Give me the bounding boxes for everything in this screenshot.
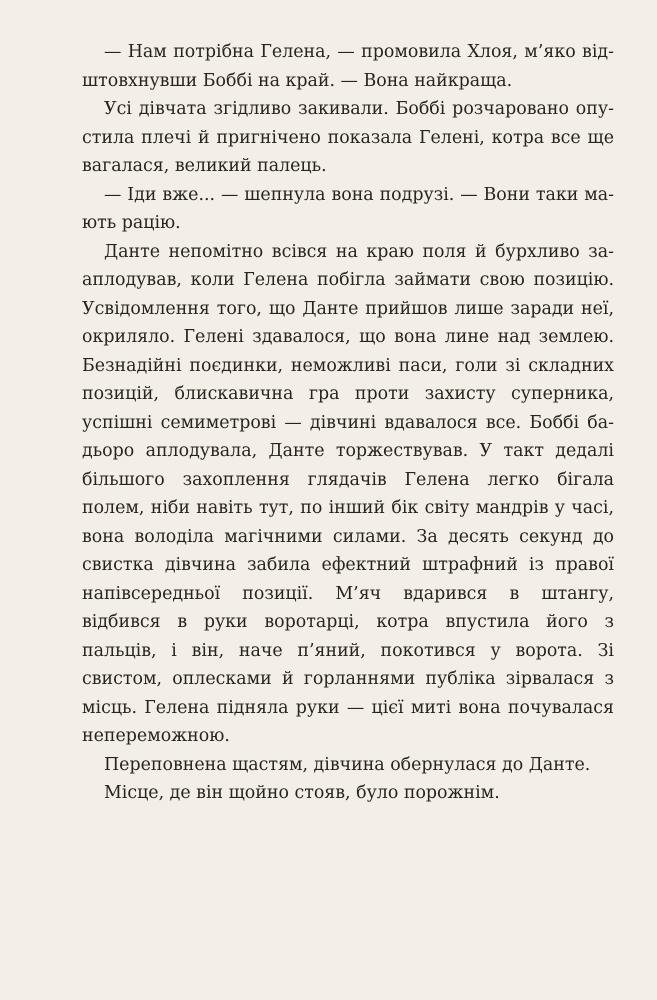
- paragraph-3: — Іди вже... — шепнула вона подрузі. — Вони таки мають рацію.: [82, 184, 614, 233]
- paragraph-5: Переповнена щастям, дівчина обернулася до Данте.: [104, 754, 591, 775]
- paragraph-1: — Нам потрібна Гелена, — промовила Хлоя, м’яко відштовхнувши Боббі на край. — Вона найкраща.: [82, 42, 614, 91]
- paragraph-2: Усі дівчата згідливо закивали. Боббі розчаровано опустила плечі й пригнічено показала Гелені, котра все ще вагалася, великий палець.: [82, 99, 614, 176]
- page-text: [82, 38, 614, 808]
- paragraph-4: Данте непомітно всівся на краю поля й бурхливо зааплодував, коли Гелена побігла займати свою позицію. Усвідомлення того, що Данте прийшов лише заради неї, окриляло. Гелені здавалося, що вона лине над землею. Безнадійні поєдинки, неможливі паси, голи зі складних позицій, блискавична гра проти захисту суперника, успішні семиметрові — дівчині вдавалося все. Боббі бадьоро аплодувала, Данте торжествував. У такт дедалі більшого захоплення глядачів Гелена легко бігала полем, ніби навіть тут, по інший бік світу мандрів у часі, вона володіла магічними силами. За десять секунд до свистка дівчина забила ефектний штрафний із правої напівсередньої позиції. М’яч вдарився в штангу, відбився в руки воротарці, котра впустила його з пальців, і він, наче п’яний, покотився у ворота. Зі свистом, оплесками й горланнями публіка зірвалася з місць. Гелена підняла руки — цієї миті вона почувалася непереможною.: [82, 241, 614, 746]
- paragraph-6: Місце, де він щойно стояв, було порожнім.: [104, 783, 500, 803]
